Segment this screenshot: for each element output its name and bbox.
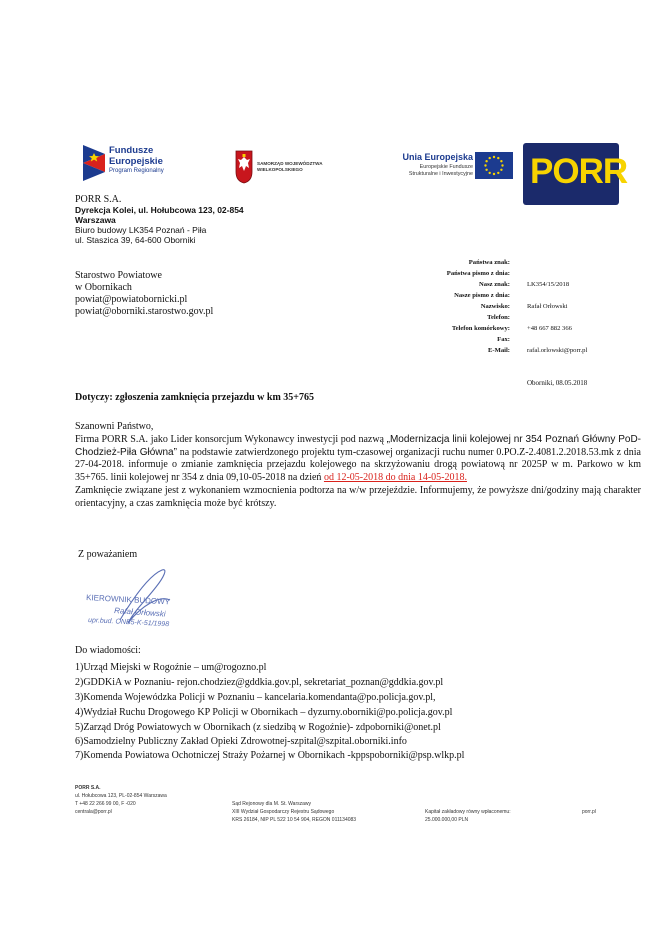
list-item: 5)Zarząd Dróg Powiatowych w Obornikach (z siedzibą w Rogoźnie)- zdpoborniki@onet.pl [75, 722, 441, 733]
ref-label: Nasz znak: [479, 281, 510, 288]
paragraph-2: Zamknięcie związane jest z wykonaniem wzmocnienia podtorza na w/w przejeździe. Informujemy, że powyższe dni/godziny mają charakter orientacyjny, a czas zamknięcia może być krótszy. [75, 484, 641, 509]
recipient-email2[interactable]: powiat@oborniki.starostwo.gov.pl [75, 306, 214, 317]
letter-body [75, 434, 641, 510]
ref-value: +48 667 882 366 [527, 325, 572, 332]
recipient-email1[interactable]: powiat@powiatobornicki.pl [75, 294, 188, 305]
subject-line: Dotyczy: zgłoszenia zamknięcia przejazdu w km 35+765 [75, 392, 314, 403]
sender-line2: Warszawa [75, 215, 116, 225]
list-item: 2)GDDKiA w Poznaniu- rejon.chodziez@gddkia.gov.pl, sekretariat_poznan@gddkia.gov.pl [75, 677, 444, 688]
ref-label: Telefon komórkowy: [451, 325, 510, 332]
unia-europejska-logo [385, 152, 520, 192]
footer-line: 25.000.000,00 PLN [425, 817, 469, 823]
footer-line: T +48 22 266 99 00, F -020 [75, 801, 136, 807]
fe-line3: Program Regionalny [109, 168, 164, 174]
fe-line2: Europejskie [109, 156, 163, 167]
eu-line2: Strukturalne i Inwestycyjne [408, 171, 473, 177]
eu-title: Unia Europejska [402, 152, 473, 162]
stamp-line3: upr.bud. ONB5-K-51/1998 [87, 617, 170, 629]
list-item: 4)Wydział Ruchu Drogowego KP Policji w Obornikach – dyzurny.oborniki@po.policja.gov.pl [75, 707, 453, 718]
ref-value: LK354/15/2018 [527, 281, 570, 288]
list-item: 7)Komenda Powiatowa Ochotniczej Straży Pożarnej w Obornikach -kppspoborniki@psp.wlkp.pl [75, 750, 465, 761]
wlkp-line2: WIELKOPOLSKIEGO [257, 167, 303, 172]
eu-line1: Europejskie Fundusze [419, 164, 473, 170]
ref-value [527, 312, 647, 323]
fundusze-europejskie-logo [83, 143, 183, 187]
stamp-line1: KIEROWNIK BUDOWY [85, 593, 171, 607]
wielkopolska-logo [235, 150, 355, 190]
footer-line: centrala@porr.pl [75, 809, 112, 815]
ref-value [527, 334, 647, 345]
signature-stamp-graphic [80, 565, 220, 635]
footer-website[interactable]: porr.pl [582, 809, 596, 815]
list-item: 3)Komenda Wojewódzka Policji w Poznaniu – kancelaria.komendanta@po.policja.gov.pl, [75, 692, 436, 703]
footer-capital [425, 808, 511, 824]
recipient-line1: Starostwo Powiatowe [75, 270, 162, 281]
eu-flag-icon [475, 152, 513, 179]
eagle-shield-icon [235, 150, 253, 184]
footer-line: Sąd Rejonowy dla M. St. Warszawy [232, 801, 312, 807]
p1-new-dates: od 12-05-2018 do dnia 14-05-2018. [323, 472, 467, 484]
footer-company [75, 784, 167, 816]
footer-registry [232, 800, 356, 824]
sender-name: PORR S.A. [75, 194, 122, 205]
fe-line1: Fundusze [109, 145, 154, 156]
ref-label: Państwa pismo z dnia: [446, 270, 510, 277]
ref-label: Telefon: [487, 314, 510, 321]
ref-value [527, 257, 647, 268]
sender-line4: ul. Staszica 39, 64-600 Oborniki [75, 235, 196, 245]
footer-line: PORR S.A. [75, 785, 101, 791]
p1-details: na podstawie zatwierdzonego projektu tym-czasowej organizacji ruchu numer 0.PO.Z-2.4081.2.2018.53.mk z dnia 27-04-2018. informuje o zmianie zamknięcia przejazdu kolejowego na skrzyżowaniu drogą powiatową nr 2025P w m. Parkowo w km 35+765. linii kolejowej nr 354 z dnia 09,10-05-2018 na dzień [75, 446, 641, 484]
ref-value[interactable]: rafal.orlowski@porr.pl [527, 347, 588, 354]
ref-value [527, 290, 647, 301]
ref-label: Nazwisko: [480, 303, 510, 310]
footer-line: XIII Wydział Gospodarczy Rejestru Sądowego [232, 809, 335, 815]
ref-label: Nasze pismo z dnia: [454, 292, 510, 299]
footer-line: ul. Hołubcowa 123, PL-02-854 Warszawa [75, 793, 167, 799]
sender-address [75, 195, 244, 245]
stamp-line2: Rafał Orłowski [113, 606, 166, 619]
greeting: Szanowni Państwo, [75, 421, 154, 432]
sender-line1: Dyrekcja Kolei, ul. Hołubcowa 123, 02-854 [75, 205, 244, 215]
footer-line: KRS 26184, NIP PL 522 10 54 904, REGON 011134083 [232, 817, 357, 823]
ref-label: Fax: [497, 336, 510, 343]
ref-label: Państwa znak: [468, 259, 510, 266]
closing: Z poważaniem [78, 549, 138, 560]
ref-value: Rafał Orłowski [527, 303, 568, 310]
wlkp-line1: SAMORZĄD WOJEWÓDZTWA [257, 161, 323, 166]
fe-flag-icon [83, 145, 105, 181]
sender-line3: Biuro budowy LK354 Poznań - Piła [75, 225, 207, 235]
list-item: 6)Samodzielny Publiczny Zakład Opieki Zdrowotnej-szpital@szpital.oborniki.info [75, 736, 407, 747]
footer-line: Kapitał zakładowy równy wpłaconemu: [425, 809, 511, 815]
signature-stamp [80, 565, 220, 635]
p1-intro: Firma PORR S.A. jako Lider konsorcjum Wykonawcy inwestycji pod nazwą [75, 434, 387, 445]
reference-labels [400, 257, 510, 356]
ref-label: E-Mail: [488, 347, 510, 354]
porr-logo-text: PORR [530, 152, 628, 191]
list-item: 1)Urząd Miejski w Rogoźnie – um@rogozno.pl [75, 662, 267, 673]
distribution-list [75, 660, 464, 762]
reference-values [527, 257, 647, 356]
recipient-address [75, 270, 213, 318]
distribution-title: Do wiadomości: [75, 645, 141, 656]
paragraph-1 [75, 434, 641, 485]
p1-project-name: „Modernizacja linii kolejowej nr 354 Poznań Główny PoD- Chodzież-Piła Główna” [75, 434, 642, 458]
porr-logo [523, 143, 628, 205]
city-date: Oborniki, 08.05.2018 [527, 379, 588, 387]
ref-value [527, 268, 647, 279]
recipient-line2: w Obornikach [75, 282, 132, 293]
